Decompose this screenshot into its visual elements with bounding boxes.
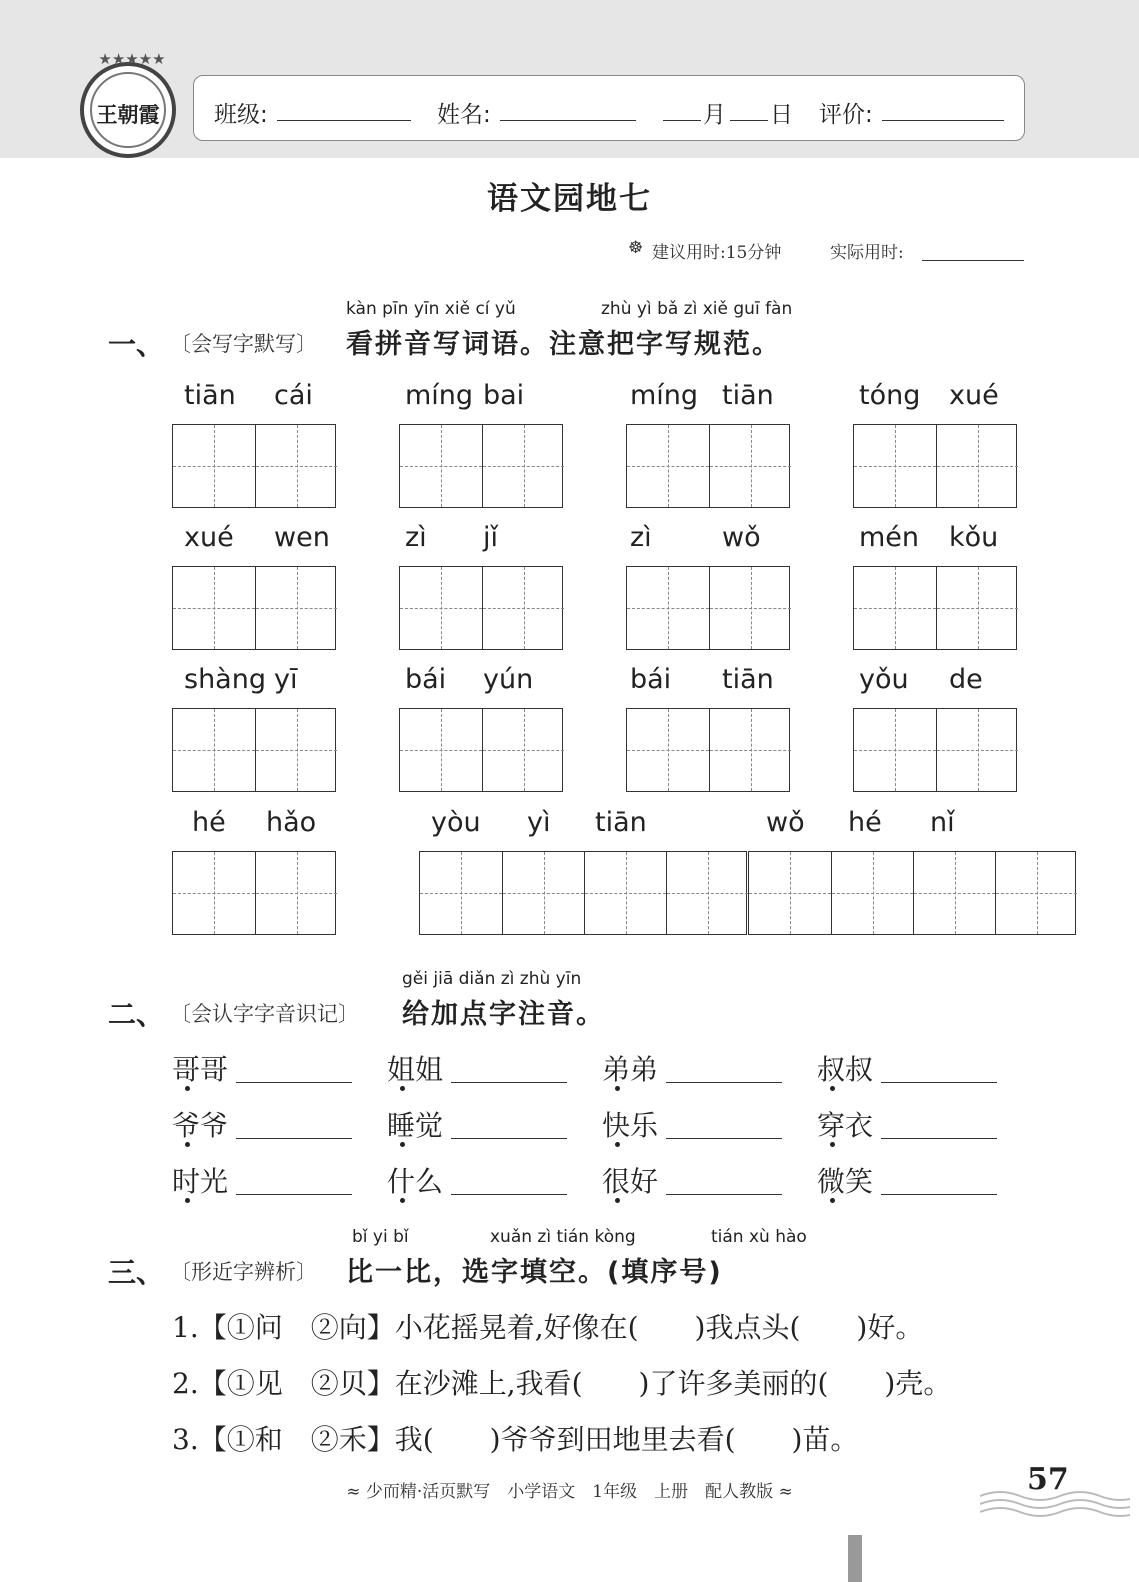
logo-name: 王朝霞 bbox=[96, 102, 160, 127]
pinyin-syllable: de bbox=[949, 664, 983, 695]
pinyin-syllable: zì bbox=[405, 522, 427, 553]
writing-cell[interactable] bbox=[173, 709, 255, 791]
word-r3c1-grid[interactable] bbox=[172, 708, 336, 792]
student-info-box bbox=[193, 75, 1025, 141]
writing-cell[interactable] bbox=[482, 567, 564, 649]
writing-cell[interactable] bbox=[502, 852, 584, 934]
pinyin-answer-field[interactable] bbox=[236, 1082, 352, 1083]
actual-time-label: 实际用时: bbox=[830, 243, 904, 263]
pinyin-syllable: yǒu bbox=[859, 664, 909, 695]
writing-cell[interactable] bbox=[666, 852, 748, 934]
cell-horizontal-guide bbox=[854, 466, 936, 467]
emphasis-dot bbox=[185, 1086, 190, 1091]
cell-horizontal-guide bbox=[256, 893, 337, 894]
class-label: 班级: bbox=[214, 102, 268, 128]
word-r3c3-grid[interactable] bbox=[626, 708, 790, 792]
cell-horizontal-guide bbox=[832, 893, 913, 894]
pinyin-syllable: tiān bbox=[722, 664, 774, 695]
dotted-word: 爷爷 bbox=[172, 1109, 229, 1142]
logo-stars: ★★★★★ bbox=[98, 50, 166, 68]
cell-horizontal-guide bbox=[173, 608, 255, 609]
writing-cell[interactable] bbox=[709, 425, 791, 507]
phrase-1-grid[interactable] bbox=[172, 851, 336, 935]
pinyin-answer-field[interactable] bbox=[666, 1082, 782, 1083]
section1-instruction: 看拼音写词语。注意把字写规范。 bbox=[346, 329, 781, 360]
emphasis-dot bbox=[400, 1142, 405, 1147]
writing-cell[interactable] bbox=[173, 567, 255, 649]
phrase-2-grid[interactable] bbox=[419, 851, 747, 935]
dotted-word: 微笑 bbox=[817, 1165, 874, 1198]
pinyin-syllable: yún bbox=[483, 664, 534, 695]
writing-cell[interactable] bbox=[854, 425, 936, 507]
cell-horizontal-guide bbox=[667, 893, 748, 894]
section2-number: 二、 bbox=[108, 998, 165, 1031]
writing-cell[interactable] bbox=[173, 852, 255, 934]
question-2: 2.【①见 ②贝】在沙滩上,我看( )了许多美丽的( )壳。 bbox=[172, 1367, 952, 1400]
page-number: 57 bbox=[1027, 1462, 1069, 1497]
section1-pinyin-b: zhù yì bǎ zì xiě guī fàn bbox=[601, 299, 793, 319]
pinyin-syllable: bái bbox=[405, 664, 447, 695]
cell-horizontal-guide bbox=[173, 750, 255, 751]
writing-cell[interactable] bbox=[482, 709, 564, 791]
word-r2c3-grid[interactable] bbox=[626, 566, 790, 650]
cell-horizontal-guide bbox=[483, 608, 564, 609]
writing-cell[interactable] bbox=[831, 852, 913, 934]
cell-horizontal-guide bbox=[854, 608, 936, 609]
name-label: 姓名: bbox=[437, 102, 491, 128]
pinyin-syllable: wǒ bbox=[766, 807, 805, 838]
emphasis-dot bbox=[615, 1198, 620, 1203]
pinyin-answer-field[interactable] bbox=[881, 1138, 997, 1139]
writing-cell[interactable] bbox=[936, 425, 1018, 507]
day-field[interactable] bbox=[730, 120, 768, 121]
pinyin-syllable: kǒu bbox=[949, 522, 999, 553]
cell-horizontal-guide bbox=[710, 608, 791, 609]
pinyin-syllable: tiān bbox=[595, 807, 647, 838]
pinyin-syllable: zì bbox=[630, 522, 652, 553]
section2-pinyin: gěi jiā diǎn zì zhù yīn bbox=[402, 969, 582, 989]
word-r3c2-grid[interactable] bbox=[399, 708, 563, 792]
word-r3c4-grid[interactable] bbox=[853, 708, 1017, 792]
cell-horizontal-guide bbox=[173, 893, 255, 894]
dotted-word: 快乐 bbox=[602, 1109, 659, 1142]
section1-number: 一、 bbox=[108, 328, 165, 361]
cell-horizontal-guide bbox=[256, 750, 337, 751]
writing-cell[interactable] bbox=[627, 425, 709, 507]
pinyin-answer-field[interactable] bbox=[666, 1194, 782, 1195]
word-r1c3-grid[interactable] bbox=[626, 424, 790, 508]
page-edge-marker bbox=[848, 1535, 862, 1582]
writing-cell[interactable] bbox=[584, 852, 666, 934]
word-r1c2-grid[interactable] bbox=[399, 424, 563, 508]
cell-horizontal-guide bbox=[937, 608, 1018, 609]
emphasis-dot bbox=[185, 1142, 190, 1147]
writing-cell[interactable] bbox=[255, 425, 337, 507]
pinyin-answer-field[interactable] bbox=[451, 1082, 567, 1083]
pinyin-syllable: tiān bbox=[722, 380, 774, 411]
writing-cell[interactable] bbox=[255, 567, 337, 649]
pinyin-answer-field[interactable] bbox=[236, 1194, 352, 1195]
pinyin-syllable: yòu bbox=[431, 807, 481, 838]
phrase-3-grid[interactable] bbox=[748, 851, 1076, 935]
clock-icon: ☸ bbox=[628, 238, 644, 258]
pinyin-syllable: mén bbox=[859, 522, 920, 553]
pinyin-syllable: shàng bbox=[184, 664, 266, 695]
month-field[interactable] bbox=[663, 120, 701, 121]
cell-horizontal-guide bbox=[173, 466, 255, 467]
word-r1c1-grid[interactable] bbox=[172, 424, 336, 508]
cell-horizontal-guide bbox=[483, 466, 564, 467]
actual-time-field[interactable] bbox=[922, 260, 1024, 261]
pinyin-syllable: wen bbox=[274, 522, 330, 553]
emphasis-dot bbox=[615, 1086, 620, 1091]
emphasis-dot bbox=[830, 1086, 835, 1091]
rating-field[interactable] bbox=[882, 120, 1004, 121]
writing-cell[interactable] bbox=[936, 567, 1018, 649]
dotted-word: 哥哥 bbox=[172, 1053, 229, 1086]
cell-horizontal-guide bbox=[996, 893, 1077, 894]
section2-instruction: 给加点字注音。 bbox=[402, 999, 605, 1030]
pinyin-syllable: hé bbox=[192, 807, 226, 838]
emphasis-dot bbox=[400, 1086, 405, 1091]
dotted-word: 很好 bbox=[602, 1165, 659, 1198]
cell-horizontal-guide bbox=[627, 466, 709, 467]
section3-number: 三、 bbox=[108, 1256, 165, 1289]
emphasis-dot bbox=[830, 1198, 835, 1203]
cell-horizontal-guide bbox=[710, 750, 791, 751]
pinyin-syllable: yì bbox=[527, 807, 551, 838]
word-r2c2-grid[interactable] bbox=[399, 566, 563, 650]
dotted-word: 叔叔 bbox=[817, 1053, 874, 1086]
pinyin-syllable: xué bbox=[949, 380, 999, 411]
writing-cell[interactable] bbox=[749, 852, 831, 934]
writing-cell[interactable] bbox=[627, 567, 709, 649]
section1-tag: 〔会写字默写〕 bbox=[170, 332, 317, 356]
writing-cell[interactable] bbox=[709, 567, 791, 649]
dotted-word: 弟弟 bbox=[602, 1053, 659, 1086]
cell-horizontal-guide bbox=[914, 893, 995, 894]
pinyin-syllable: tiān bbox=[184, 380, 236, 411]
emphasis-dot bbox=[400, 1198, 405, 1203]
pinyin-syllable: jǐ bbox=[483, 522, 499, 553]
dotted-word: 什么 bbox=[387, 1165, 444, 1198]
brand-logo bbox=[80, 50, 176, 158]
cell-horizontal-guide bbox=[400, 608, 482, 609]
word-r1c4-grid[interactable] bbox=[853, 424, 1017, 508]
pinyin-syllable: xué bbox=[184, 522, 234, 553]
day-label: 日 bbox=[770, 102, 793, 128]
writing-cell[interactable] bbox=[400, 709, 482, 791]
writing-cell[interactable] bbox=[173, 425, 255, 507]
dotted-word: 姐姐 bbox=[387, 1053, 444, 1086]
footer-text: ≈ 少而精·活页默写 小学语文 1年级 上册 配人教版 ≈ bbox=[346, 1482, 793, 1502]
pinyin-syllable: hǎo bbox=[266, 807, 317, 838]
writing-cell[interactable] bbox=[913, 852, 995, 934]
emphasis-dot bbox=[185, 1198, 190, 1203]
pinyin-syllable: bái bbox=[630, 664, 672, 695]
writing-cell[interactable] bbox=[854, 567, 936, 649]
cell-horizontal-guide bbox=[937, 466, 1018, 467]
word-r2c4-grid[interactable] bbox=[853, 566, 1017, 650]
pinyin-syllable: wǒ bbox=[722, 522, 761, 553]
pinyin-syllable: nǐ bbox=[930, 807, 955, 838]
pinyin-answer-field[interactable] bbox=[236, 1138, 352, 1139]
cell-horizontal-guide bbox=[483, 750, 564, 751]
rating-label: 评价: bbox=[819, 102, 873, 128]
name-field[interactable] bbox=[500, 120, 636, 121]
emphasis-dot bbox=[615, 1142, 620, 1147]
cell-horizontal-guide bbox=[749, 893, 831, 894]
section3-pinyin-b: xuǎn zì tián kòng bbox=[490, 1227, 636, 1247]
writing-cell[interactable] bbox=[627, 709, 709, 791]
writing-cell[interactable] bbox=[400, 567, 482, 649]
writing-cell[interactable] bbox=[854, 709, 936, 791]
pinyin-answer-field[interactable] bbox=[881, 1082, 997, 1083]
cell-horizontal-guide bbox=[420, 893, 502, 894]
dotted-word: 睡觉 bbox=[387, 1109, 444, 1142]
pinyin-answer-field[interactable] bbox=[451, 1138, 567, 1139]
page-title: 语文园地七 bbox=[487, 181, 652, 217]
month-label: 月 bbox=[703, 102, 726, 128]
section3-pinyin-a: bǐ yi bǐ bbox=[352, 1227, 409, 1247]
section1-pinyin-a: kàn pīn yīn xiě cí yǔ bbox=[346, 299, 516, 319]
cell-horizontal-guide bbox=[256, 608, 337, 609]
cell-horizontal-guide bbox=[937, 750, 1018, 751]
pinyin-answer-field[interactable] bbox=[451, 1194, 567, 1195]
pinyin-syllable: míng bbox=[405, 380, 474, 411]
writing-cell[interactable] bbox=[995, 852, 1077, 934]
writing-cell[interactable] bbox=[709, 709, 791, 791]
cell-horizontal-guide bbox=[585, 893, 666, 894]
cell-horizontal-guide bbox=[627, 608, 709, 609]
writing-cell[interactable] bbox=[400, 425, 482, 507]
section3-instruction: 比一比，选字填空。(填序号) bbox=[346, 1257, 723, 1288]
pinyin-syllable: cái bbox=[274, 380, 313, 411]
dotted-word: 时光 bbox=[172, 1165, 229, 1198]
cell-horizontal-guide bbox=[854, 750, 936, 751]
pinyin-answer-field[interactable] bbox=[881, 1194, 997, 1195]
writing-cell[interactable] bbox=[420, 852, 502, 934]
pinyin-syllable: hé bbox=[848, 807, 882, 838]
writing-cell[interactable] bbox=[482, 425, 564, 507]
emphasis-dot bbox=[830, 1142, 835, 1147]
pinyin-syllable: bai bbox=[483, 380, 525, 411]
cell-horizontal-guide bbox=[400, 466, 482, 467]
suggested-time: 建议用时:15分钟 bbox=[652, 243, 782, 263]
cell-horizontal-guide bbox=[503, 893, 584, 894]
writing-cell[interactable] bbox=[255, 709, 337, 791]
pinyin-syllable: tóng bbox=[859, 380, 921, 411]
section3-tag: 〔形近字辨析〕 bbox=[170, 1260, 317, 1284]
cell-horizontal-guide bbox=[256, 466, 337, 467]
dotted-word: 穿衣 bbox=[817, 1109, 874, 1142]
cell-horizontal-guide bbox=[710, 466, 791, 467]
question-1: 1.【①问 ②向】小花摇晃着,好像在( )我点头( )好。 bbox=[172, 1311, 924, 1344]
pinyin-syllable: yī bbox=[274, 664, 298, 695]
question-3: 3.【①和 ②禾】我( )爷爷到田地里去看( )苗。 bbox=[172, 1423, 859, 1456]
cell-horizontal-guide bbox=[400, 750, 482, 751]
pinyin-syllable: míng bbox=[630, 380, 699, 411]
pinyin-answer-field[interactable] bbox=[666, 1138, 782, 1139]
section3-pinyin-c: tián xù hào bbox=[711, 1227, 807, 1247]
section2-tag: 〔会认字字音识记〕 bbox=[170, 1002, 359, 1026]
class-field[interactable] bbox=[277, 120, 411, 121]
writing-cell[interactable] bbox=[255, 852, 337, 934]
writing-cell[interactable] bbox=[936, 709, 1018, 791]
cell-horizontal-guide bbox=[627, 750, 709, 751]
word-r2c1-grid[interactable] bbox=[172, 566, 336, 650]
